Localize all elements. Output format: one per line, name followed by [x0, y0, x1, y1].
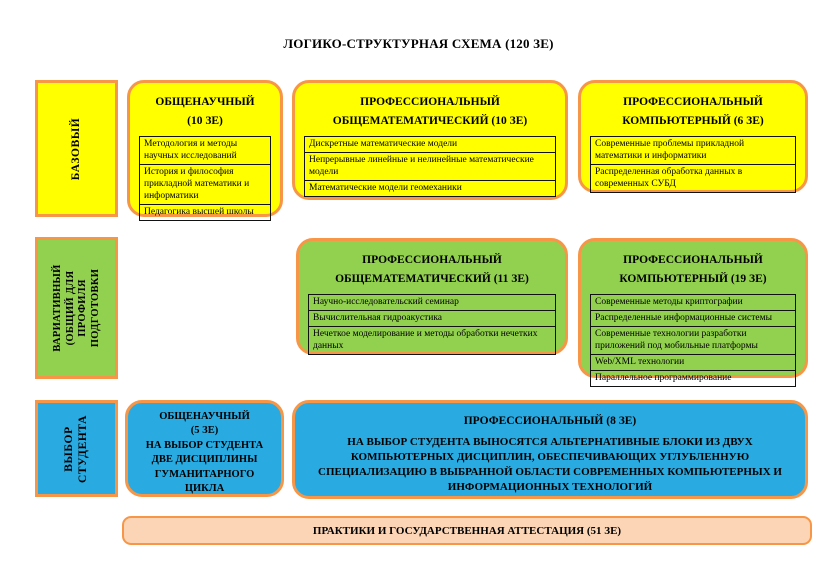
row-label-student-choice: [35, 400, 118, 497]
list-item: История и философия прикладной математики и информатики: [140, 164, 270, 204]
block-title-line: ПРОФЕССИОНАЛЬНЫЙ: [362, 254, 502, 266]
block-title: [581, 83, 805, 129]
list-item: Научно-исследовательский семинар: [313, 297, 459, 308]
label-line: СТУДЕНТА: [76, 414, 89, 483]
row-label-student-choice-text: [63, 415, 91, 483]
discipline-list: [590, 294, 796, 387]
block-title: [581, 241, 805, 287]
block-title-line: ОБЩЕНАУЧНЫЙ: [155, 96, 255, 108]
list-item: Непрерывные линейные и нелинейные математические модели: [305, 152, 555, 180]
block-general-science-10: [127, 80, 283, 217]
block-body-text: НА ВЫБОР СТУДЕНТА ВЫНОСЯТСЯ АЛЬТЕРНАТИВНЫЕ БЛОКИ ИЗ ДВУХ КОМПЬЮТЕРНЫХ ДИСЦИПЛИН, ОБЕСПЕЧИВАЮЩИХ УГЛУБЛЕННУЮ СПЕЦИАЛИЗАЦИЮ В ВЫБРАННОЙ ОБЛАСТИ СОВРЕМЕННЫХ КОМПЬЮТЕРНЫХ И ИНФОРМАЦИОННЫХ ТЕХНОЛОГИЙ: [318, 435, 782, 494]
label-line: ПРОФИЛЯ: [76, 279, 88, 337]
block-title-line: ОБЩЕНАУЧНЫЙ: [159, 411, 250, 422]
practices-attestation-bar: [122, 516, 812, 545]
list-item: Параллельное программирование: [591, 370, 795, 386]
discipline-list: [139, 136, 271, 221]
block-title-line: (10 ЗЕ): [187, 114, 223, 127]
list-item: Педагогика высшей школы: [140, 204, 270, 220]
label-line: ВАРИАТИВНЫЙ: [51, 264, 63, 352]
block-title-line: ЦИКЛА: [184, 483, 225, 495]
block-title-line: НА ВЫБОР СТУДЕНТА: [145, 439, 264, 451]
label-line: БАЗОВЫЙ: [69, 117, 82, 180]
list-item: Web/XML технологии: [591, 354, 795, 370]
block-title: [128, 403, 281, 497]
list-item: Распределенные информационные системы: [591, 310, 795, 326]
block-general-science-5: [125, 400, 284, 497]
footer-label: ПРАКТИКИ И ГОСУДАРСТВЕННАЯ АТТЕСТАЦИЯ (51 ЗЕ): [312, 524, 622, 537]
row-label-variative-text: [51, 264, 101, 351]
block-title: [130, 83, 280, 129]
discipline-list: [304, 136, 556, 197]
block-prof-mathematical-11: [296, 238, 568, 355]
block-title: [295, 403, 805, 430]
block-title-line: ОБЩЕМАТЕМАТИЧЕСКИЙ (10 ЗЕ): [332, 114, 528, 127]
block-title-line: ПРОФЕССИОНАЛЬНЫЙ: [360, 96, 500, 108]
block-title-line: (5 ЗЕ): [190, 425, 219, 437]
block-title-line: ПРОФЕССИОНАЛЬНЫЙ: [623, 254, 763, 266]
block-title-line: ОБЩЕМАТЕМАТИЧЕСКИЙ (11 ЗЕ): [335, 272, 529, 285]
block-professional-8: [292, 400, 808, 499]
row-label-basic-text: [70, 117, 84, 180]
list-item: Современные технологии разработки приложений под мобильные платформы: [591, 326, 795, 354]
list-item: Математические модели геомеханики: [305, 180, 555, 196]
list-item: Методология и методы научных исследований: [144, 139, 238, 162]
block-title: [299, 241, 565, 287]
discipline-list: [590, 136, 796, 193]
list-item: Современные методы криптографии: [595, 297, 743, 308]
block-title: [295, 83, 565, 129]
block-title-line: ДВЕ ДИСЦИПЛИНЫ: [151, 454, 258, 466]
label-line: ПОДГОТОВКИ: [89, 268, 101, 348]
label-line: (ОБЩИЙ ДЛЯ: [63, 270, 75, 346]
list-item: Вычислительная гидроакустика: [309, 310, 555, 326]
list-item: Распределенная обработка данных в современных СУБД: [591, 164, 795, 192]
label-line: ВЫБОР: [62, 425, 75, 472]
block-title-line: ПРОФЕССИОНАЛЬНЫЙ: [623, 96, 763, 108]
block-prof-mathematical-10: [292, 80, 568, 200]
list-item: Нечеткое моделирование и методы обработки нечетких данных: [309, 326, 555, 354]
block-title-line: КОМПЬЮТЕРНЫЙ (19 ЗЕ): [619, 272, 767, 285]
list-item: Дискретные математические модели: [309, 139, 458, 150]
block-title-line: ПРОФЕССИОНАЛЬНЫЙ (8 ЗЕ): [463, 415, 637, 427]
discipline-list: [308, 294, 556, 355]
list-item: Современные проблемы прикладной математики и информатики: [595, 139, 745, 162]
row-label-variative: [35, 237, 118, 379]
block-title-line: ГУМАНИТАРНОГО: [154, 468, 255, 480]
block-prof-computer-6: [578, 80, 808, 193]
block-prof-computer-19: [578, 238, 808, 384]
diagram-title: ЛОГИКО-СТРУКТУРНАЯ СХЕМА (120 ЗЕ): [283, 36, 554, 51]
row-label-basic: [35, 80, 118, 217]
block-title-line: КОМПЬЮТЕРНЫЙ (6 ЗЕ): [622, 114, 764, 127]
